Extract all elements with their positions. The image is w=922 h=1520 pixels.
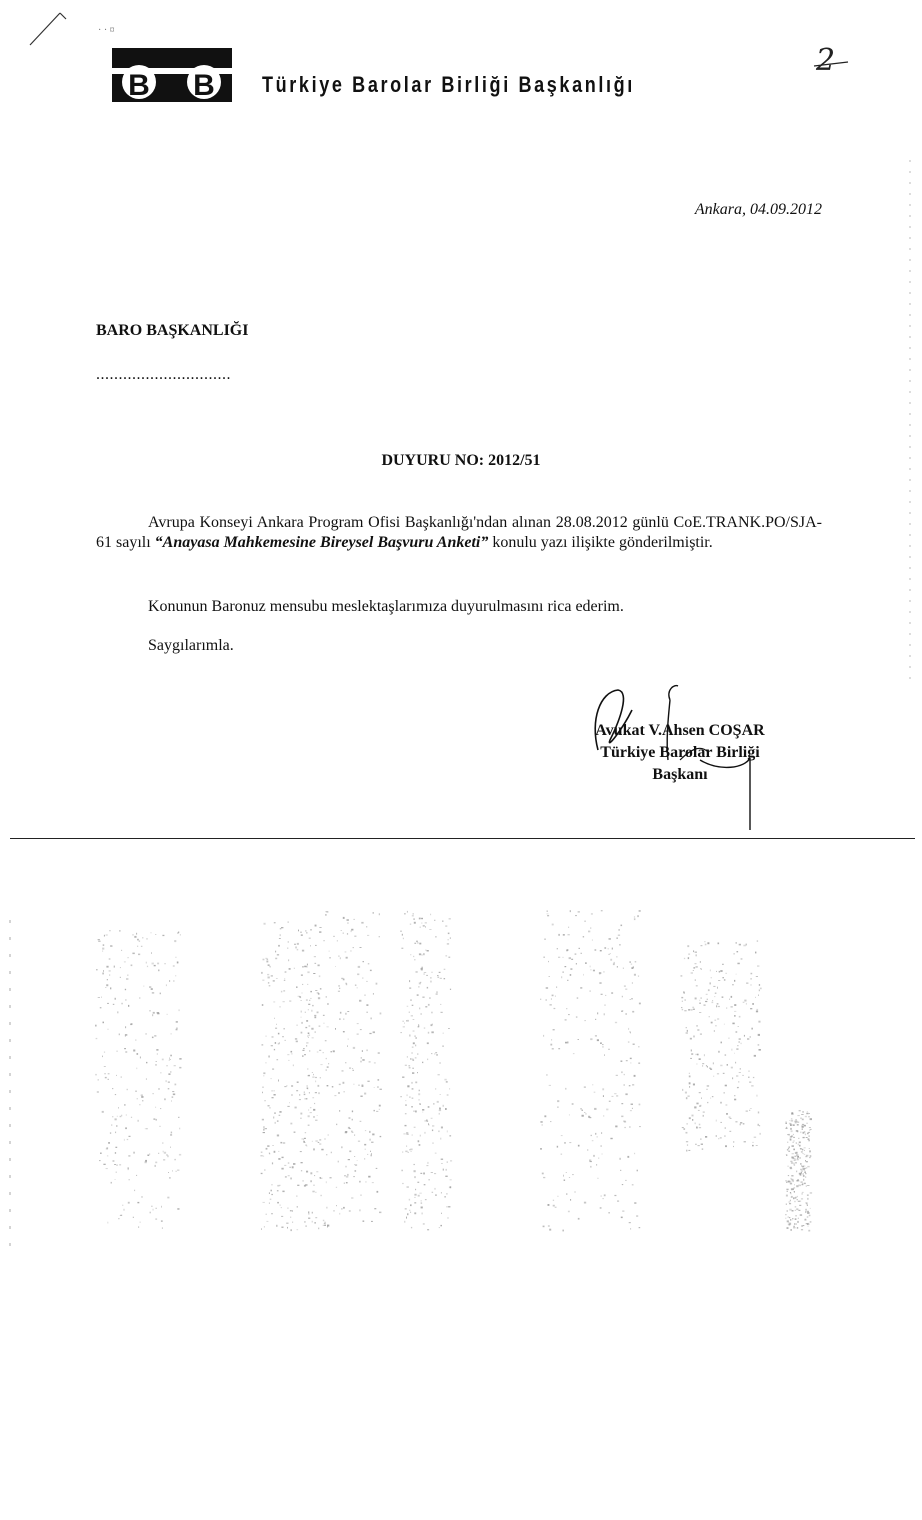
org-header-title: Türkiye Barolar Birliği Başkanlığı: [262, 72, 635, 97]
scan-edge-marks: [900, 160, 920, 680]
handwritten-signature: [570, 680, 770, 830]
logo-letter-1: B: [128, 69, 150, 102]
body-paragraph-2: Konunun Baronuz mensubu meslektaşlarımıza duyurulmasını rica ederim.: [148, 598, 624, 615]
signatory-title: Başkanı: [652, 766, 708, 783]
address-placeholder-dots: ..............................: [96, 366, 231, 383]
addressee: BARO BAŞKANLIĞI: [96, 322, 249, 339]
handwritten-page-number: [808, 40, 868, 80]
closing-salutation: Saygılarımla.: [148, 637, 234, 654]
logo-letter-2: B: [193, 69, 215, 102]
signatory-name: Avukat V.Ahsen COŞAR: [595, 722, 765, 739]
letter-date: Ankara, 04.09.2012: [694, 201, 822, 218]
announcement-number: DUYURU NO: 2012/51: [381, 452, 541, 469]
para1-text-start: Avrupa Konseyi Ankara Program Ofisi Başkanlığı'ndan alınan 28.08.2012 günlü CoE.TRANK.PO/SJA-61 sayılı: [96, 514, 822, 551]
svg-text:· · ¤: · · ¤: [98, 25, 115, 36]
body-paragraph-1: [96, 513, 822, 553]
scan-divider-line: [10, 838, 915, 839]
tbb-logo: [112, 48, 232, 102]
signatory-org: Türkiye Barolar Birliği: [600, 744, 760, 761]
scan-left-edge-marks: [4, 920, 16, 1260]
svg-text:2: 2: [816, 43, 836, 78]
scan-mark-icon: [20, 5, 120, 50]
scan-bleedthrough-noise: [0, 850, 922, 1270]
para1-text-end: konulu yazı ilişikte gönderilmiştir.: [488, 534, 713, 551]
survey-title: “Anayasa Mahkemesine Bireysel Başvuru Anketi”: [154, 534, 489, 551]
